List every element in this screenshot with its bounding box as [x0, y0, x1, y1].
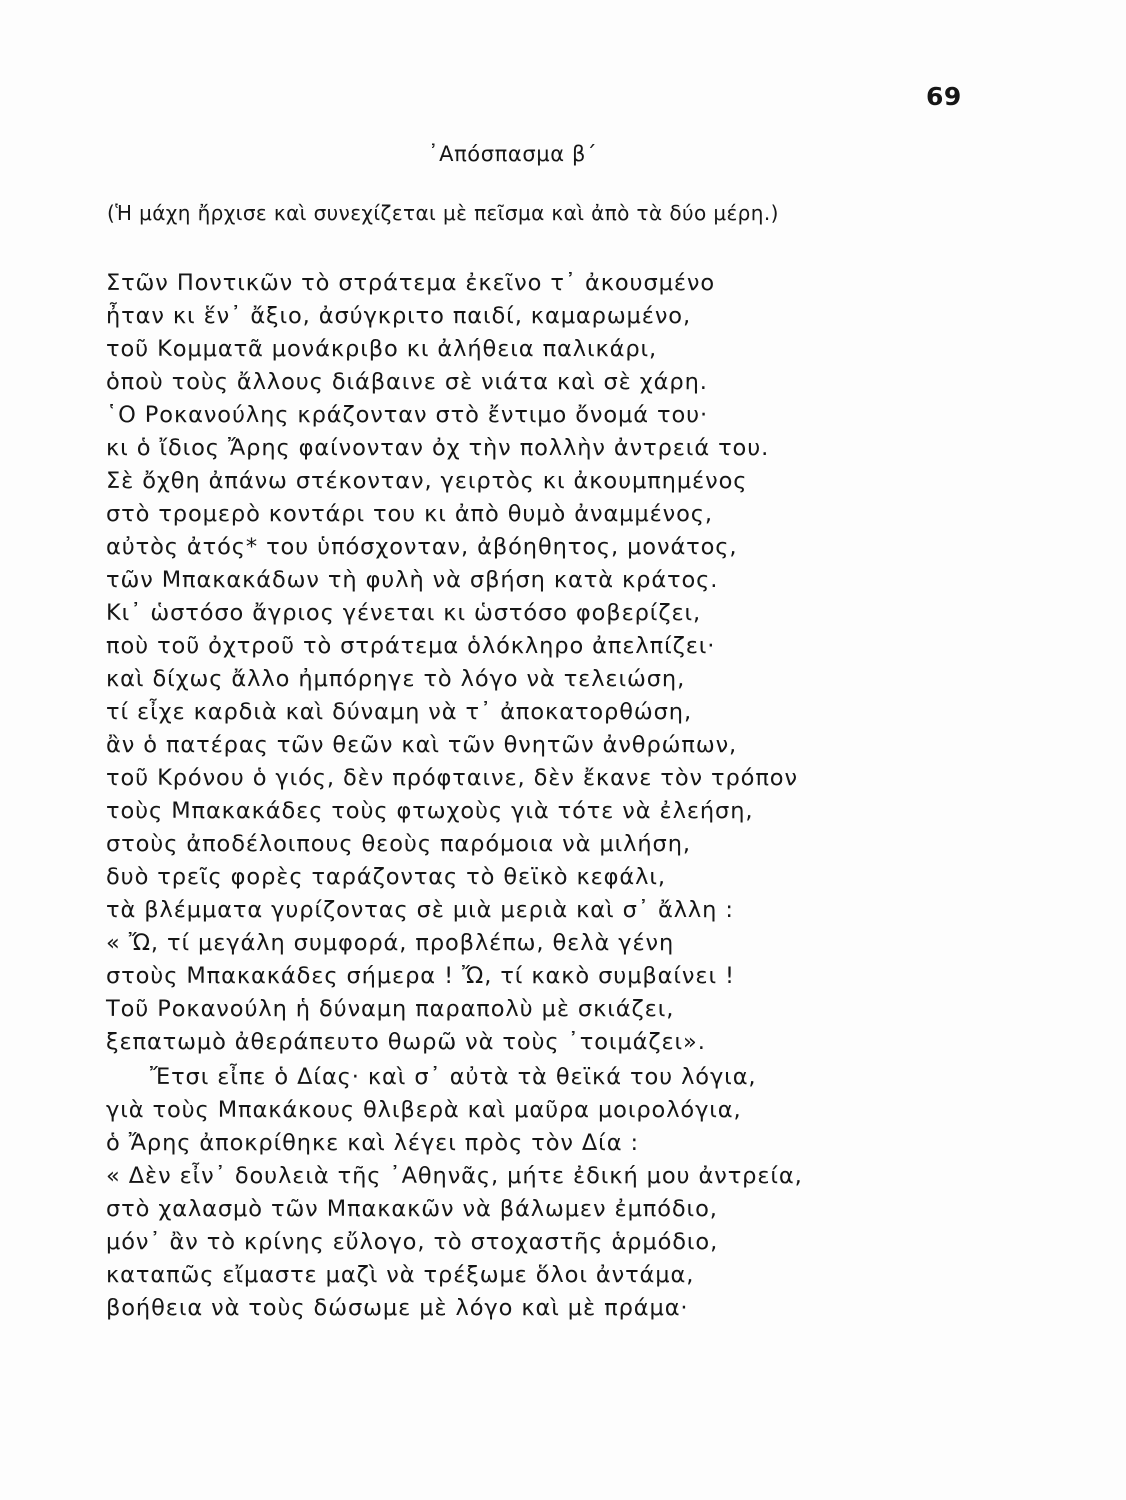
- verse-line: καὶ δίχως ἄλλο ἠμπόρηγε τὸ λόγο νὰ τελειώση,: [106, 666, 686, 692]
- verse-line: Σὲ ὄχθη ἀπάνω στέκονταν, γειρτὸς κι ἀκουμπημένος: [106, 468, 748, 494]
- verse-line: Στῶν Ποντικῶν τὸ στράτεμα ἐκεῖνο τ᾽ ἀκουσμένο: [106, 270, 716, 296]
- verse-line: Ἔτσι εἶπε ὁ Δίας· καὶ σ᾽ αὐτὰ τὰ θεϊκά του λόγια,: [150, 1064, 757, 1090]
- section-summary: (Ἡ μάχη ἤρχισε καὶ συνεχίζεται μὲ πεῖσμα καὶ ἀπὸ τὰ δύο μέρη.): [107, 201, 779, 225]
- verse-line: « Ὤ, τί μεγάλη συμφορά, προβλέπω, θελὰ γένη: [106, 930, 675, 956]
- verse-line: Τοῦ Ροκανούλη ἡ δύναμη παραπολὺ μὲ σκιάζει,: [106, 996, 675, 1022]
- section-title: ᾽Απόσπασμα β΄: [428, 142, 598, 166]
- verse-line: ξεπατωμὸ ἀθεράπευτο θωρῶ νὰ τοὺς ᾽τοιμάζει».: [106, 1029, 706, 1055]
- verse-line: ὁποὺ τοὺς ἄλλους διάβαινε σὲ νιάτα καὶ σὲ χάρη.: [106, 369, 708, 395]
- verse-line: στοὺς Μπακακάδες σήμερα ! Ὤ, τί κακὸ συμβαίνει !: [106, 963, 735, 989]
- verse-line: στὸ χαλασμὸ τῶν Μπακακῶν νὰ βάλωμεν ἐμπόδιο,: [106, 1196, 718, 1222]
- verse-line: τοὺς Μπακακάδες τοὺς φτωχοὺς γιὰ τότε νὰ ἐλεήση,: [106, 798, 754, 824]
- verse-line: « Δὲν εἶν᾽ δουλειὰ τῆς ᾽Αθηνᾶς, μήτε ἐδική μου ἀντρεία,: [106, 1163, 803, 1189]
- verse-line: τὰ βλέμματα γυρίζοντας σὲ μιὰ μεριὰ καὶ σ᾽ ἄλλη :: [106, 897, 734, 923]
- verse-line: Κι᾽ ὡστόσο ἄγριος γένεται κι ὡστόσο φοβερίζει,: [106, 600, 702, 626]
- verse-line: ἦταν κι ἕν᾽ ἄξιο, ἀσύγκριτο παιδί, καμαρωμένο,: [106, 303, 692, 329]
- page-number: 69: [926, 82, 962, 111]
- verse-line: δυὸ τρεῖς φορὲς ταράζοντας τὸ θεϊκὸ κεφάλι,: [106, 864, 666, 890]
- verse-line: ὁ Ἄρης ἀποκρίθηκε καὶ λέγει πρὸς τὸν Δία :: [106, 1130, 639, 1156]
- verse-line: τοῦ Κρόνου ὁ γιός, δὲν πρόφταινε, δὲν ἔκανε τὸν τρόπον: [106, 765, 798, 791]
- verse-line: αὐτὸς ἀτός* του ὑπόσχονταν, ἀβόηθητος, μονάτος,: [106, 534, 738, 560]
- verse-line: γιὰ τοὺς Μπακάκους θλιβερὰ καὶ μαῦρα μοιρολόγια,: [106, 1097, 742, 1123]
- verse-line: τί εἶχε καρδιὰ καὶ δύναμη νὰ τ᾽ ἀποκατορθώση,: [106, 699, 693, 725]
- verse-line: ῾Ο Ροκανούλης κράζονταν στὸ ἔντιμο ὄνομά του·: [106, 402, 709, 428]
- verse-line: τῶν Μπακακάδων τὴ φυλὴ νὰ σβήση κατὰ κράτος.: [106, 567, 719, 593]
- verse-line: βοήθεια νὰ τοὺς δώσωμε μὲ λόγο καὶ μὲ πράμα·: [106, 1295, 689, 1321]
- verse-line: στὸ τρομερὸ κοντάρι του κι ἀπὸ θυμὸ ἀναμμένος,: [106, 501, 713, 527]
- verse-line: κι ὁ ἴδιος Ἄρης φαίνονταν ὀχ τὴν πολλὴν ἀντρειά του.: [106, 435, 770, 461]
- verse-line: στοὺς ἀποδέλοιπους θεοὺς παρόμοια νὰ μιλήση,: [106, 831, 691, 857]
- verse-line: ἂν ὁ πατέρας τῶν θεῶν καὶ τῶν θνητῶν ἀνθρώπων,: [106, 732, 738, 758]
- verse-line: τοῦ Κομματᾶ μονάκριβο κι ἀλήθεια παλικάρι,: [106, 336, 658, 362]
- verse-line: μόν᾽ ἂν τὸ κρίνης εὔλογο, τὸ στοχαστῆς ἁρμόδιο,: [106, 1229, 719, 1255]
- verse-line: καταπῶς εἴμαστε μαζὶ νὰ τρέξωμε ὅλοι ἀντάμα,: [106, 1262, 695, 1288]
- verse-line: ποὺ τοῦ ὀχτροῦ τὸ στράτεμα ὁλόκληρο ἀπελπίζει·: [106, 633, 716, 659]
